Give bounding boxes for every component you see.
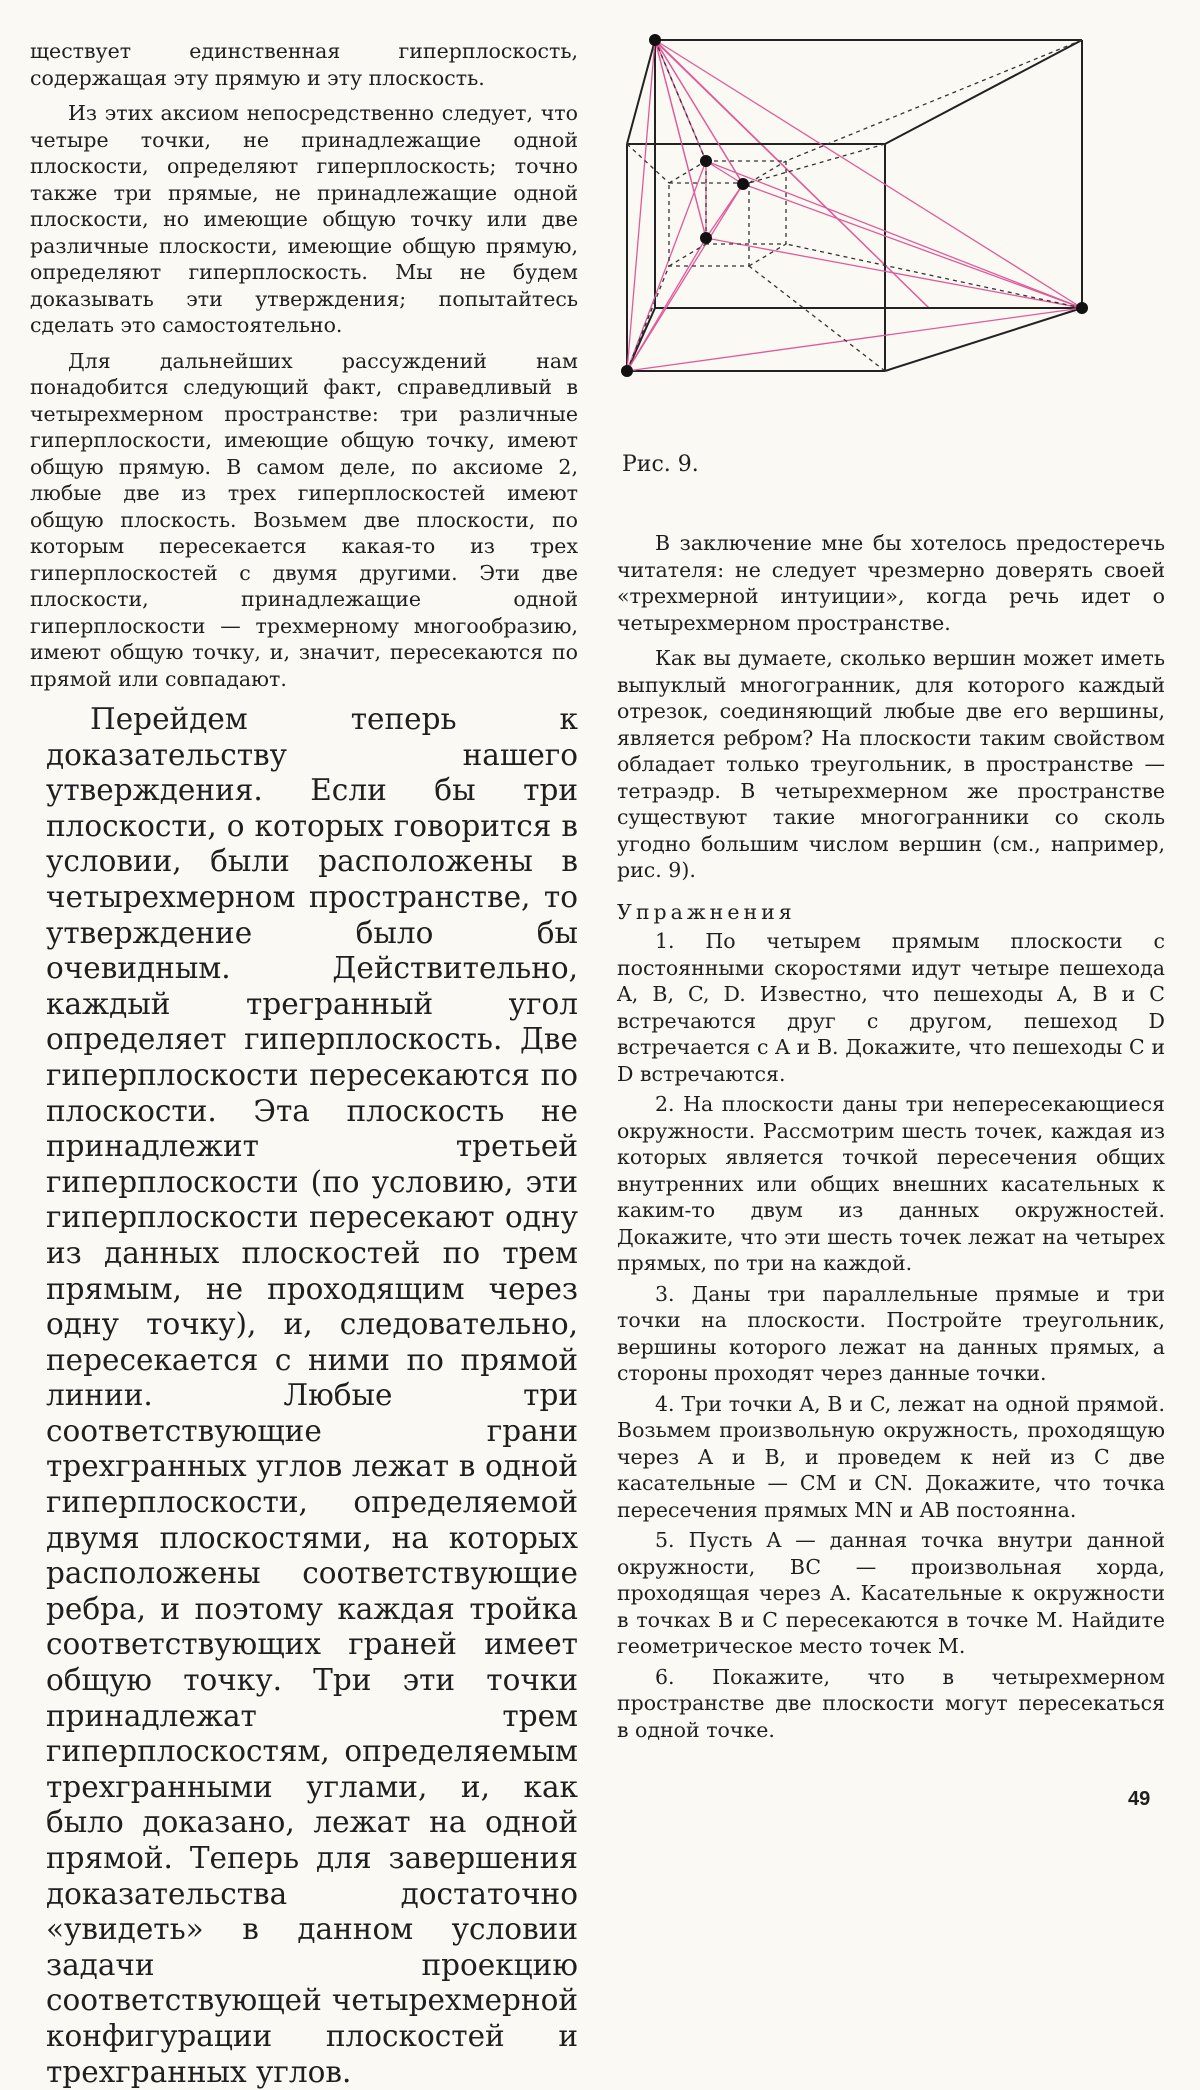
paragraph-axioms-end: ществует единственная гиперплоскость, содержащая эту прямую и эту плоскость. [30, 39, 578, 90]
paragraph-hyperplanes-fact: Для дальнейших рассуждений нам понадобится следующий факт, справедливый в четырехмерном пространстве: три различные гиперплоскости, имеющие общую точку, имеют общую прямую. В самом деле, по аксиоме 2, любые две из трех гиперплоскостей имеют общую плоскость. Возьмем две плоскости, по которым пересекается какая-то из трех гиперплоскостей с двумя другими. Эти две плоскости, принадлежащие одной гиперплоскости — трехмерному многообразию, имеют общую точку, и, значит, пересекаются по прямой или совпадают. [30, 348, 578, 691]
figure-caption: Рис. 9. [622, 452, 699, 477]
left-top-column [30, 38, 578, 692]
page-number: 49 [1128, 1788, 1151, 1810]
outer-cube [627, 40, 1082, 371]
right-column [617, 530, 1165, 884]
paragraph-polyhedron-question: Как вы думаете, сколько вершин может иметь выпуклый многогранник, для которого каждый отрезок, соединяющий любые две его вершины, является ребром? На плоскости таким свойством обладает только треугольник, в пространстве — тетраэдр. В четырехмерном же пространстве существуют такие многогранники со сколь угодно большим числом вершин (см., например, рис. 9). [617, 646, 1165, 882]
exercises-heading: Упражнения [617, 900, 796, 924]
paragraph-proof: Перейдем теперь к доказательству нашего утверждения. Если бы три плоскости, о которых говорится в условии, были расположены в четырехмерном пространстве, то утверждение было бы очевидным. Действительно, каждый трегранный угол определяет гиперплоскость. Две гиперплоскости пересекаются по плоскости. Эта плоскость не принадлежит третьей гиперплоскости (по условию, эти гиперплоскости пересекают одну из данных плоскостей по трем прямым, не проходящим через одну точку), и, следовательно, пересекается с ними по прямой линии. Любые три соответствующие грани трехгранных углов лежат в одной гиперплоскости, определяемой двумя плоскостями, на которых расположены соответствующие ребра, и поэтому каждая тройка соответствующих граней имеет общую точку. Три эти точки принадлежат трем гиперплоскостям, определяемым трехгранными углами, и, как было доказано, лежат на одной прямой. Теперь для завершения доказательства достаточно «увидеть» в данном условии задачи проекцию соответствующей четырехмерной конфигурации плоскостей и трехгранных углов. [46, 702, 578, 2089]
exercise-1: 1. По четырем прямым плоскости с постоянными скоростями идут четыре пешехода A, B, C, D. Известно, что пешеходы A, B и C встречаются друг с другом, пешеход D встречается с A и B. Докажите, что пешеходы C и D встречаются. [617, 929, 1165, 1086]
exercise-2: 2. На плоскости даны три непересекающиеся окружности. Рассмотрим шесть точек, каждая из которых является точкой пересечения общих внутренних или общих внешних касательных к каким-то двум из данных окружностей. Докажите, что эти шесть точек лежат на четырех прямых, по три на каждой. [617, 1092, 1165, 1275]
paragraph-axioms-consequences: Из этих аксиом непосредственно следует, что четыре точки, не принадлежащие одной плоскости, определяют гиперплоскость; точно также три прямые, не принадлежащие одной плоскости, но имеющие общую точку или две различные плоскости, имеющие общую прямую, определяют гиперплоскость. Мы не будем доказывать эти утверждения; попытайтесь сделать это самостоятельно. [30, 101, 578, 337]
pink-edges [627, 40, 1082, 371]
exercise-5: 5. Пусть A — данная точка внутри данной окружности, BC — произвольная хорда, проходящая через A. Касательные к окружности в точках B и C пересекаются в точке M. Найдите геометрическое место точек M. [617, 1528, 1165, 1658]
exercise-6: 6. Покажите, что в четырехмерном пространстве две плоскости могут пересекаться в одной точке. [617, 1664, 1165, 1742]
left-main-column [46, 702, 578, 2090]
hypercube-lines [612, 40, 929, 371]
exercise-3: 3. Даны три параллельные прямые и три точки на плоскости. Постройте треугольник, вершины которого лежат на данных прямых, а стороны проходят через данные точки. [617, 1281, 1165, 1385]
exercises-section [617, 900, 1165, 1743]
exercise-4: 4. Три точки A, B и C, лежат на одной прямой. Возьмем произвольную окружность, проходящую через A и B, и проведем к ней из C две касательные — CM и CN. Докажите, что точка пересечения прямых MN и AB постоянна. [617, 1391, 1165, 1522]
pink-diagonals [612, 40, 929, 371]
vertex-dots [621, 34, 1088, 377]
paragraph-warning: В заключение мне бы хотелось предостеречь читателя: не следует чрезмерно доверять своей «трехмерной интуиции», когда речь идет о четырехмерном пространстве. [617, 531, 1165, 635]
hidden-edges [627, 40, 1082, 371]
figure-9-hypercube [612, 26, 1102, 436]
